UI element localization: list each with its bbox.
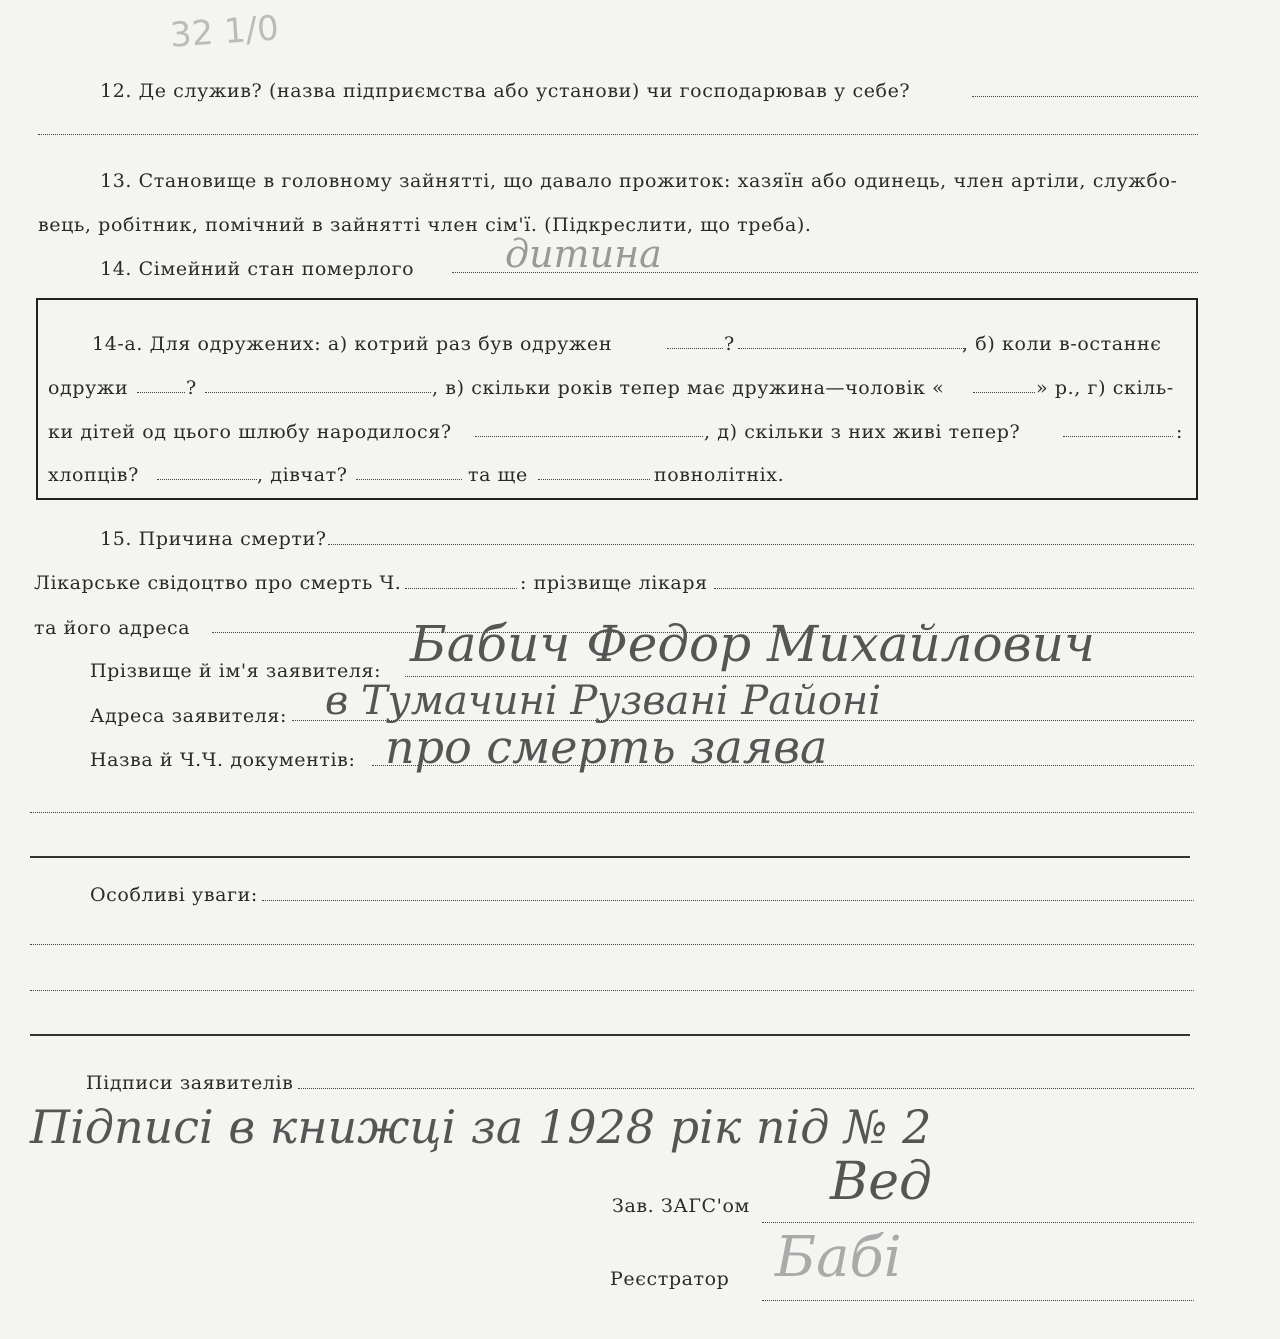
answer-line-12 <box>972 96 1198 97</box>
q14a-line2-b: ? <box>186 377 197 399</box>
married-section-box <box>36 298 1198 500</box>
corner-pencil-note: 32 1/0 <box>168 8 281 56</box>
dots-children-alive <box>1063 436 1173 437</box>
question-14: 14. Сімейний стан померлого <box>100 258 415 280</box>
q14a-line3-b: , д) скільки з них живі тепер? <box>704 421 1021 443</box>
signatures-label: Підписи заявителів <box>86 1072 294 1094</box>
dots-boys <box>157 479 257 480</box>
q14a-line3-c: : <box>1176 421 1184 443</box>
q14a-line4-b: , дівчат? <box>257 464 348 486</box>
applicant-name-label: Прізвище й ім'я заявителя: <box>90 660 382 682</box>
dots-children-born <box>475 436 703 437</box>
signatures-handwritten: Підписі в книжці за 1928 рік під № 2 <box>30 1100 932 1154</box>
dots-married-when <box>137 392 185 393</box>
dots-zags-head <box>762 1222 1194 1223</box>
q14a-line4-d: повнолітніх. <box>654 464 785 486</box>
question-13-line2: вець, робітник, помічний в зайнятті член сім'ї. (Підкреслити, що треба). <box>38 214 812 236</box>
q14a-line1-c: , б) коли в-останнє <box>962 333 1162 355</box>
remarks-line-3 <box>30 990 1194 991</box>
q14a-line2-a: одружи <box>48 377 129 399</box>
q14a-line1-a: 14-а. Для одружених: а) котрий раз був одружен <box>92 333 613 355</box>
remarks-line-2 <box>30 944 1194 945</box>
blank-line-1 <box>30 812 1194 813</box>
q14a-line4-a: хлопців? <box>48 464 139 486</box>
q14a-line3-a: ки дітей од цього шлюбу народилося? <box>48 421 452 443</box>
q14a-line4-c: та ще <box>468 464 528 486</box>
question-15: 15. Причина смерти? <box>100 528 327 550</box>
dots-doctor-name <box>714 588 1194 589</box>
section-divider-1 <box>30 856 1190 858</box>
registrar-signature: Бабі <box>775 1225 902 1290</box>
zags-head-signature: Вед <box>830 1152 932 1212</box>
marital-status-handwritten: дитина <box>505 232 662 276</box>
zags-head-label: Зав. ЗАГС'ом <box>612 1195 750 1217</box>
question-12: 12. Де служив? (назва підприємства або установи) чи господарював у себе? <box>100 80 911 102</box>
remarks-label: Особливі уваги: <box>90 884 258 906</box>
answer-line-12b <box>38 134 1198 135</box>
registrar-label: Реєстратор <box>610 1268 730 1290</box>
dots-applicant-name <box>405 676 1194 677</box>
documents-handwritten: про смерть заява <box>385 720 828 774</box>
applicant-name-handwritten: Бабич Федор Михайлович <box>410 615 1096 673</box>
answer-line-15 <box>328 544 1194 545</box>
section-divider-2 <box>30 1034 1190 1036</box>
doctor-address-label: та його адреса <box>34 617 191 639</box>
q14a-line2-c: , в) скільки років тепер має дружина—чоловік « <box>432 377 945 399</box>
documents-label: Назва й Ч.Ч. документів: <box>90 749 356 771</box>
doctor-name-label: : прізвище лікаря <box>520 572 708 594</box>
applicant-address-label: Адреса заявителя: <box>90 705 287 727</box>
question-13-line1: 13. Становище в головному зайнятті, що давало прожиток: хазяїн або одинець, член артіли, службо- <box>100 170 1178 192</box>
q14a-line1-b: ? <box>724 333 735 355</box>
dots-girls <box>356 479 462 480</box>
dots-spouse-age <box>973 392 1035 393</box>
q14a-line2-d: » р., г) скіль- <box>1036 377 1174 399</box>
applicant-address-handwritten: в Тумачині Рузвані Районі <box>325 678 882 724</box>
dots-signatures <box>298 1088 1194 1089</box>
dots-certificate-number <box>405 588 517 589</box>
dots-times-married-2 <box>738 348 964 349</box>
dots-adults <box>538 479 650 480</box>
doctor-certificate-label: Лікарське свідоцтво про смерть Ч. <box>34 572 402 594</box>
dots-times-married <box>667 348 723 349</box>
dots-remarks <box>262 900 1194 901</box>
dots-married-when-2 <box>205 392 431 393</box>
dots-registrar <box>762 1300 1194 1301</box>
